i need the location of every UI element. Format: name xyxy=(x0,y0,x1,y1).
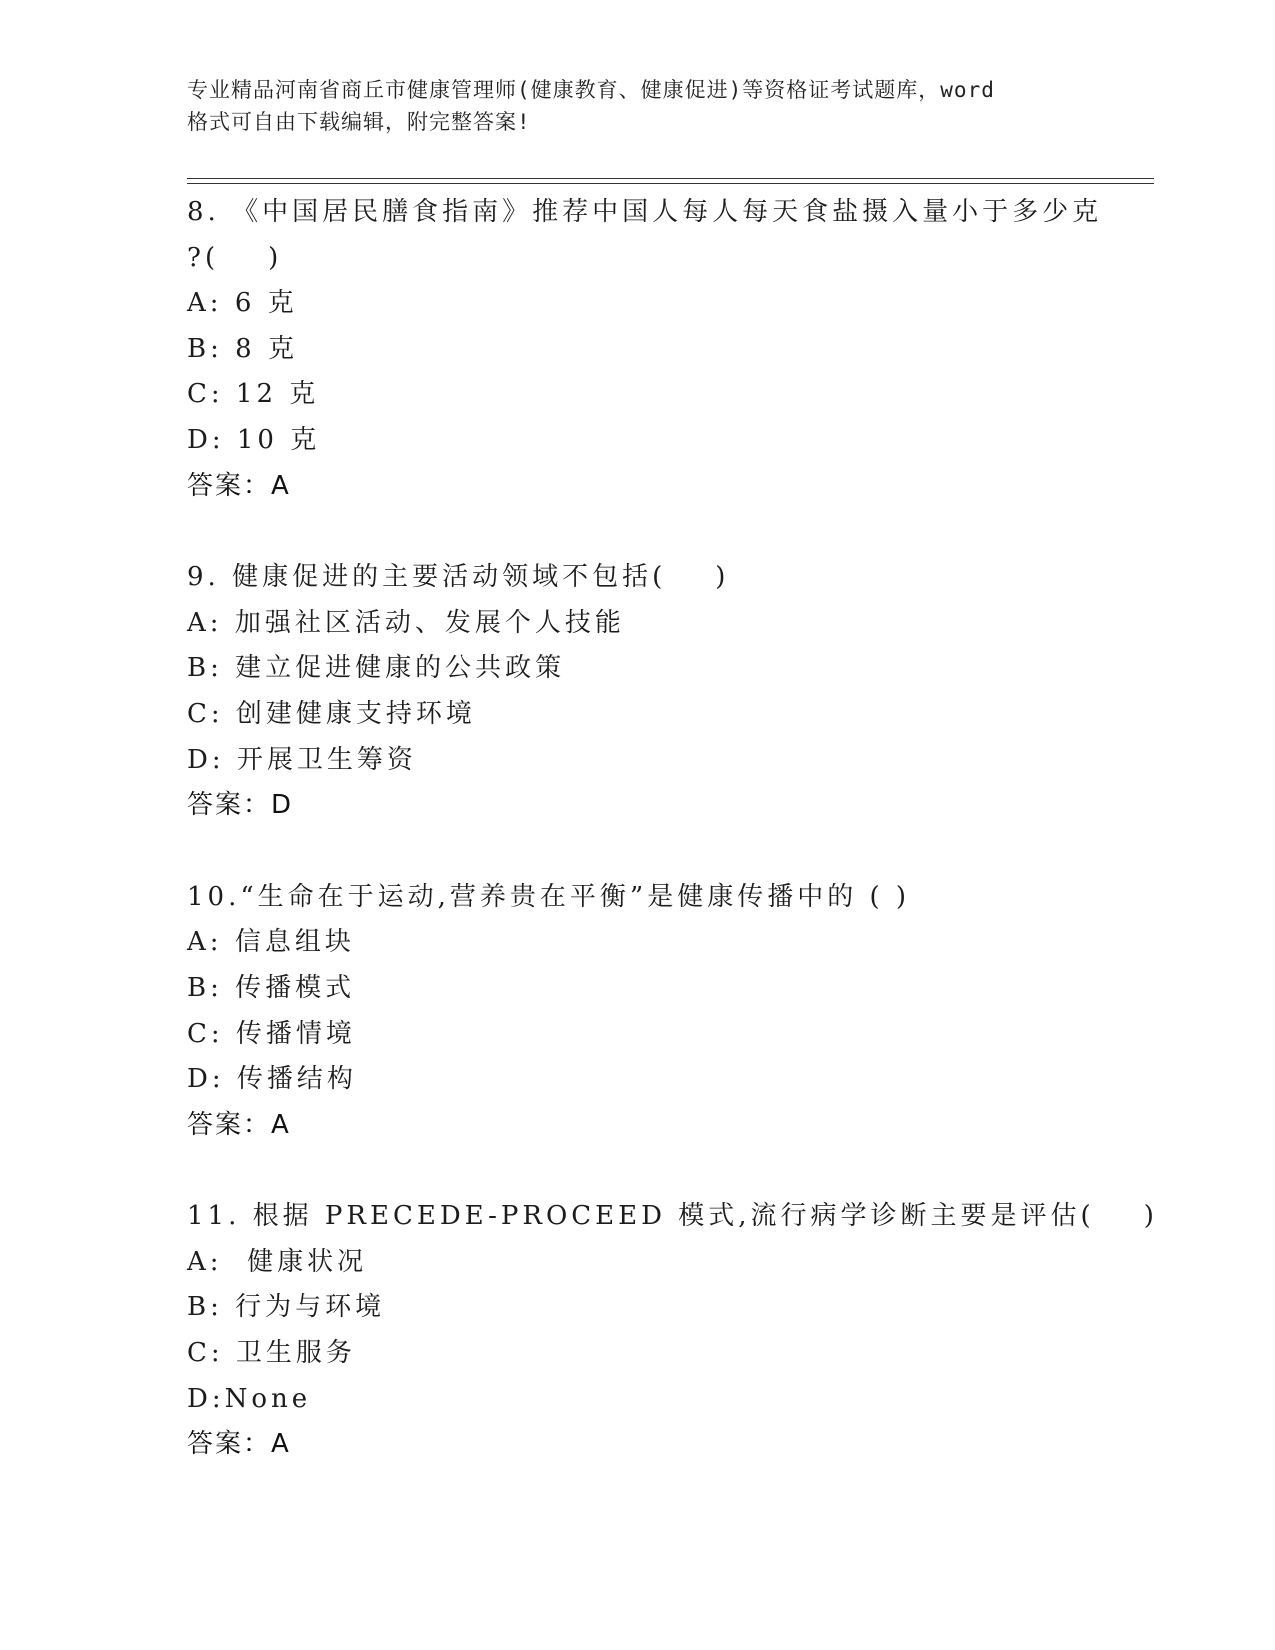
question-text-line-1: 健康促进的主要活动领域不包括( ) xyxy=(232,562,730,593)
question-text-line-1: 根据 PRECEDE-PROCEED 模式,流行病学诊断主要是评估( ) xyxy=(252,1201,1158,1232)
option-b xyxy=(187,646,1147,692)
option-key: A: xyxy=(187,607,223,638)
option-text: None xyxy=(224,1383,312,1414)
option-text: 加强社区活动、发展个人技能 xyxy=(234,607,625,638)
question-10 xyxy=(187,875,1147,1149)
header-divider-top xyxy=(187,178,1154,179)
option-d xyxy=(187,1377,1147,1423)
document-header xyxy=(187,74,1087,138)
answer-label: 答案：A xyxy=(187,470,291,501)
option-b xyxy=(187,1285,1147,1331)
answer-label: 答案：A xyxy=(187,1429,291,1460)
question-text xyxy=(187,875,1147,921)
option-a xyxy=(187,1240,1147,1286)
header-line-1: 专业精品河南省商丘市健康管理师(健康教育、健康促进)等资格证考试题库，word xyxy=(187,78,995,102)
option-key: A: xyxy=(187,288,223,319)
option-text: 健康状况 xyxy=(234,1246,368,1277)
question-number: 9. xyxy=(187,562,220,593)
question-text xyxy=(187,190,1147,236)
question-number: 10. xyxy=(187,881,241,912)
option-key: D: xyxy=(187,424,225,455)
option-key: B: xyxy=(187,1292,223,1323)
option-text: 建立促进健康的公共政策 xyxy=(235,653,566,684)
option-text: 卫生服务 xyxy=(235,1338,356,1369)
option-key: B: xyxy=(187,653,223,684)
option-key: B: xyxy=(187,972,223,1003)
answer-label: 答案：A xyxy=(187,1109,291,1140)
option-text: 开展卫生筹资 xyxy=(236,744,417,775)
question-text xyxy=(187,1194,1158,1240)
option-key: C: xyxy=(187,698,224,729)
header-line-2: 格式可自由下载编辑，附完整答案! xyxy=(187,110,531,134)
option-d xyxy=(187,1057,1147,1103)
option-c xyxy=(187,692,1147,738)
option-c xyxy=(187,372,1147,418)
option-key: A: xyxy=(187,1246,223,1277)
option-text: 10 克 xyxy=(236,424,321,455)
option-key: C: xyxy=(187,379,224,410)
option-d xyxy=(187,738,1147,784)
option-b xyxy=(187,327,1147,373)
option-a xyxy=(187,601,1147,647)
question-number: 8. xyxy=(187,197,220,227)
option-text: 传播模式 xyxy=(235,972,356,1003)
question-9 xyxy=(187,555,1147,829)
option-d xyxy=(187,418,1147,464)
question-text-line-1: “生命在于运动,营养贵在平衡”是健康传播中的 ( ) xyxy=(240,881,911,912)
option-key: D: xyxy=(187,1064,225,1095)
header-divider-bottom xyxy=(187,183,1154,184)
option-text: 信息组块 xyxy=(234,927,355,958)
option-text: 传播情境 xyxy=(235,1018,356,1049)
option-key: D: xyxy=(187,1383,225,1414)
option-key: C: xyxy=(187,1338,224,1369)
option-text: 创建健康支持环境 xyxy=(235,698,476,729)
option-text: 传播结构 xyxy=(236,1064,357,1095)
answer-label: 答案：D xyxy=(187,790,294,821)
option-text: 6 克 xyxy=(234,288,298,319)
option-key: A: xyxy=(187,927,223,958)
question-8 xyxy=(187,190,1147,509)
question-text-line-1: 《中国居民膳食指南》推荐中国人每人每天食盐摄入量小于多少克 xyxy=(232,197,1103,227)
option-a xyxy=(187,281,1147,327)
question-text-line-2: ?( ) xyxy=(187,242,283,273)
option-key: C: xyxy=(187,1018,224,1049)
question-11 xyxy=(187,1194,1158,1468)
option-c xyxy=(187,1012,1147,1058)
option-b xyxy=(187,966,1147,1012)
option-text: 行为与环境 xyxy=(235,1292,386,1323)
option-c xyxy=(187,1331,1147,1377)
question-text xyxy=(187,555,1147,601)
option-key: B: xyxy=(187,333,223,364)
option-text: 12 克 xyxy=(235,379,320,410)
question-number: 11. xyxy=(187,1201,241,1232)
option-a xyxy=(187,920,1147,966)
option-text: 8 克 xyxy=(235,333,298,364)
option-key: D: xyxy=(187,744,225,775)
question-list xyxy=(187,190,1158,1514)
